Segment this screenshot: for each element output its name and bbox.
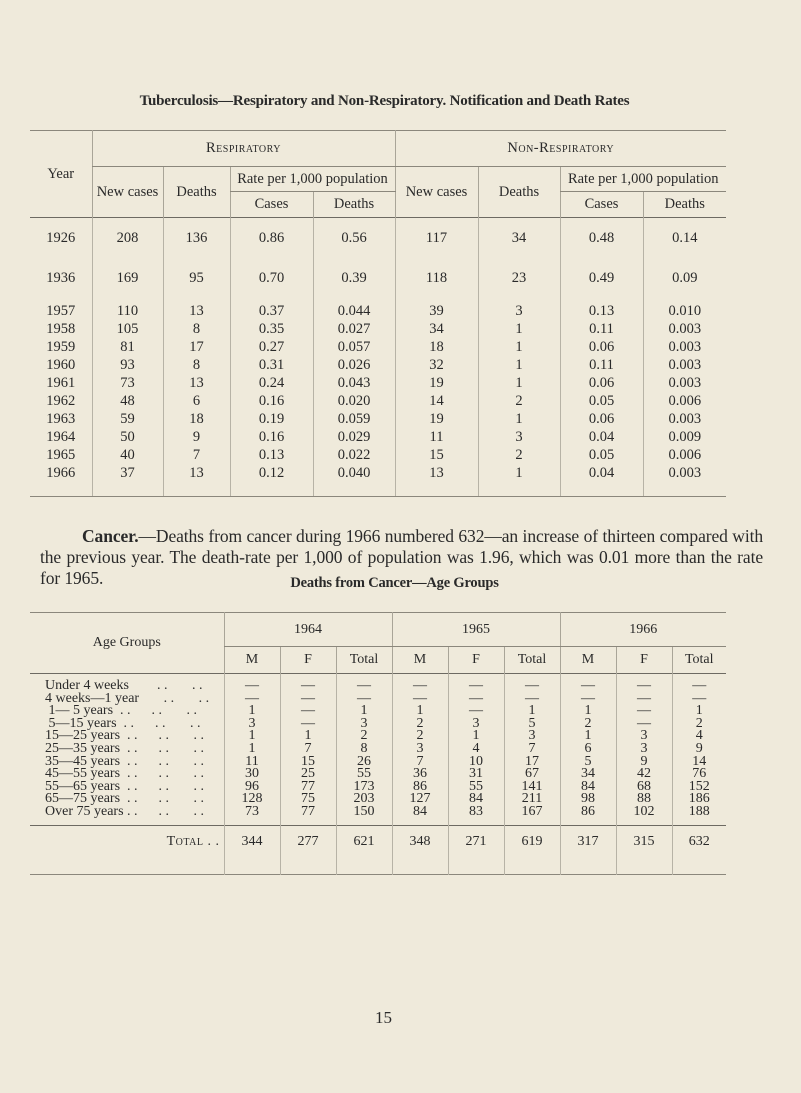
cell-value: 36 [392,768,448,781]
cell-value: 68 [616,781,672,794]
table-row [30,320,726,338]
cell-value: 127 [392,793,448,806]
cell-year: 1926 [46,230,76,246]
cell-nonresp-new: 13 [395,464,478,497]
cell-resp-new: 48 [92,392,163,410]
cell-value: 15 [280,756,336,769]
cell-resp-new: 208 [92,218,163,259]
table-row [30,806,726,825]
cell-nonresp-rate-cases: 0.04 [560,464,643,497]
cell-value: — [336,674,392,693]
subheader-m: M [560,647,616,674]
cell-nonresp-deaths: 1 [478,374,560,392]
cell-resp-rate-deaths: 0.027 [313,320,395,338]
cell-resp-rate-deaths: 0.044 [313,298,395,320]
cell-value: — [560,674,616,693]
header-year-1966: 1966 [560,613,726,647]
cell-value: 3 [448,718,504,731]
cell-value: — [672,674,726,693]
cell-resp-deaths: 8 [163,320,230,338]
cell-value: 150 [336,806,392,825]
cell-resp-rate-cases: 0.70 [230,258,313,298]
cell-year: 1961 [46,375,76,391]
cell-value: 75 [280,793,336,806]
tuberculosis-table-title: Tuberculosis—Respiratory and Non-Respiratory. Notification and Death Rates [139,93,630,109]
cell-nonresp-deaths: 1 [478,338,560,356]
cell-year: 1958 [46,321,76,337]
cell-value: 5 [504,718,560,731]
cell-nonresp-rate-deaths: 0.003 [643,374,726,392]
page-number: 15 [375,1008,392,1027]
cell-value: 86 [560,806,616,825]
cell-value: 98 [560,793,616,806]
cell-value: 3 [224,718,280,731]
cell-value: 3 [504,730,560,743]
cell-resp-new: 81 [92,338,163,356]
cancer-paragraph-lead: Cancer. [82,525,139,546]
cancer-table-title: Deaths from Cancer—Age Groups [290,575,499,591]
cell-nonresp-rate-cases: 0.49 [560,258,643,298]
cell-value: 6 [560,743,616,756]
cell-resp-rate-cases: 0.35 [230,320,313,338]
table-row [30,258,726,298]
age-group-label: 45—55 years . . . . . . [45,766,205,782]
cell-resp-deaths: 9 [163,428,230,446]
cell-value: 1 [224,705,280,718]
header-resp-rate-deaths: Deaths [313,192,395,218]
header-nonresp-rate-deaths: Deaths [643,192,726,218]
cell-resp-deaths: 13 [163,298,230,320]
cell-nonresp-rate-cases: 0.13 [560,298,643,320]
cell-resp-deaths: 136 [163,218,230,259]
cell-nonresp-rate-cases: 0.11 [560,356,643,374]
cell-nonresp-new: 19 [395,410,478,428]
cell-nonresp-new: 15 [395,446,478,464]
cell-value: 1 [224,743,280,756]
cell-nonresp-rate-deaths: 0.003 [643,338,726,356]
cell-value: — [448,693,504,706]
cell-nonresp-deaths: 1 [478,320,560,338]
header-resp-rate: Rate per 1,000 population [230,167,395,192]
cell-value: 25 [280,768,336,781]
subheader-m: M [224,647,280,674]
cell-nonresp-rate-cases: 0.04 [560,428,643,446]
cell-value: 186 [672,793,726,806]
cell-nonresp-new: 118 [395,258,478,298]
cell-value: 77 [280,806,336,825]
cell-nonresp-new: 11 [395,428,478,446]
cell-nonresp-rate-cases: 0.06 [560,374,643,392]
cell-value: 3 [336,718,392,731]
cell-nonresp-rate-deaths: 0.003 [643,320,726,338]
header-resp-rate-cases: Cases [230,192,313,218]
cell-nonresp-rate-deaths: 0.010 [643,298,726,320]
cell-value: 30 [224,768,280,781]
cell-value: 84 [448,793,504,806]
cell-value: 88 [616,793,672,806]
cell-value: 2 [672,718,726,731]
cell-value: 31 [448,768,504,781]
cell-value: 55 [336,768,392,781]
cell-value: — [224,674,280,693]
cell-nonresp-deaths: 1 [478,356,560,374]
cell-resp-new: 50 [92,428,163,446]
cell-nonresp-rate-deaths: 0.14 [643,218,726,259]
cell-value: 7 [504,743,560,756]
age-group-label: 55—65 years . . . . . . [45,778,205,794]
cell-year: 1959 [46,339,76,355]
cell-value: 2 [336,730,392,743]
header-nonresp-rate: Rate per 1,000 population [560,167,726,192]
cell-resp-rate-cases: 0.12 [230,464,313,497]
cell-value: 203 [336,793,392,806]
cell-value: — [504,674,560,693]
subheader-f: F [280,647,336,674]
cell-nonresp-rate-deaths: 0.003 [643,356,726,374]
cell-resp-deaths: 7 [163,446,230,464]
cell-resp-rate-deaths: 0.39 [313,258,395,298]
cell-value: — [560,693,616,706]
cell-value: 11 [224,756,280,769]
cell-value: — [448,674,504,693]
header-respiratory: Respiratory [92,131,395,167]
age-group-label: Over 75 years . . . . . . [45,803,205,819]
cell-resp-rate-cases: 0.27 [230,338,313,356]
cell-nonresp-rate-cases: 0.06 [560,338,643,356]
cell-value: 2 [560,718,616,731]
cell-value: 77 [280,781,336,794]
cell-value: 7 [392,756,448,769]
cell-value: 96 [224,781,280,794]
cell-nonresp-rate-cases: 0.11 [560,320,643,338]
cell-year: 1962 [46,393,76,409]
cell-nonresp-deaths: 2 [478,446,560,464]
cell-resp-rate-deaths: 0.059 [313,410,395,428]
cell-value: 1 [392,705,448,718]
subheader-total: Total [672,647,726,674]
total-value: 315 [616,825,672,874]
table-row [30,464,726,497]
cell-value: 1 [224,730,280,743]
cell-resp-deaths: 8 [163,356,230,374]
cell-value: — [616,705,672,718]
cell-value: 141 [504,781,560,794]
cell-year: 1964 [46,429,76,445]
cell-nonresp-new: 19 [395,374,478,392]
cell-value: 5 [560,756,616,769]
cell-value: — [280,705,336,718]
cell-nonresp-deaths: 1 [478,464,560,497]
cell-resp-rate-cases: 0.16 [230,428,313,446]
subheader-f: F [448,647,504,674]
cell-value: 1 [448,730,504,743]
cell-nonresp-deaths: 2 [478,392,560,410]
cell-value: — [672,693,726,706]
cell-resp-rate-deaths: 0.022 [313,446,395,464]
cell-resp-new: 40 [92,446,163,464]
cell-resp-rate-deaths: 0.043 [313,374,395,392]
cell-value: — [280,674,336,693]
cell-value: 73 [224,806,280,825]
cell-resp-rate-cases: 0.24 [230,374,313,392]
subheader-total: Total [336,647,392,674]
header-year-1964: 1964 [224,613,392,647]
cell-value: 4 [672,730,726,743]
cell-year: 1936 [46,270,76,286]
tuberculosis-table [30,130,726,497]
cell-value: 128 [224,793,280,806]
cell-resp-rate-cases: 0.16 [230,392,313,410]
cell-value: 1 [336,705,392,718]
cell-resp-new: 93 [92,356,163,374]
cell-resp-rate-deaths: 0.026 [313,356,395,374]
cell-value: 1 [560,730,616,743]
cell-nonresp-rate-deaths: 0.009 [643,428,726,446]
cell-value: — [504,693,560,706]
cell-value: 2 [392,730,448,743]
subheader-f: F [616,647,672,674]
cell-resp-new: 169 [92,258,163,298]
cell-value: 3 [616,743,672,756]
cancer-paragraph-body: —Deaths from cancer during 1966 numbered 632—an increase of thirteen compared with the previous year. The death-rate per 1,000 of population was 1.96, which was 0.01 more than the rate for 1965. [40,525,763,588]
cell-value: 26 [336,756,392,769]
cell-nonresp-deaths: 3 [478,428,560,446]
cancer-total-row [30,825,726,874]
cell-value: — [616,693,672,706]
header-resp-new-cases: New cases [92,167,163,218]
cancer-table-body [30,674,726,826]
table-row [30,392,726,410]
cell-nonresp-rate-cases: 0.05 [560,446,643,464]
cell-nonresp-rate-cases: 0.05 [560,392,643,410]
age-group-label: 5—15 years . . . . . . [45,715,201,731]
cell-value: 102 [616,806,672,825]
cell-nonresp-deaths: 34 [478,218,560,259]
cell-value: 7 [280,743,336,756]
cell-year: 1960 [46,357,76,373]
cell-value: — [392,693,448,706]
cell-value: 84 [392,806,448,825]
cell-nonresp-new: 117 [395,218,478,259]
cell-value: 4 [448,743,504,756]
cell-year: 1957 [46,303,76,319]
cell-value: 9 [672,743,726,756]
subheader-total: Total [504,647,560,674]
cell-resp-rate-cases: 0.86 [230,218,313,259]
cell-nonresp-deaths: 1 [478,410,560,428]
tuberculosis-table-body [30,218,726,497]
cell-value: 152 [672,781,726,794]
cell-value: 8 [336,743,392,756]
total-value: 621 [336,825,392,874]
cell-value: 76 [672,768,726,781]
cell-resp-rate-deaths: 0.057 [313,338,395,356]
cell-value: 86 [392,781,448,794]
cell-value: — [616,718,672,731]
cell-value: 9 [616,756,672,769]
cell-value: 1 [560,705,616,718]
cell-resp-new: 105 [92,320,163,338]
cell-resp-deaths: 17 [163,338,230,356]
cell-value: 34 [560,768,616,781]
cell-value: 211 [504,793,560,806]
cell-nonresp-deaths: 3 [478,298,560,320]
cell-value: — [280,718,336,731]
cell-resp-rate-cases: 0.37 [230,298,313,320]
cell-resp-rate-cases: 0.19 [230,410,313,428]
cell-value: 3 [392,743,448,756]
table-row [30,218,726,259]
cell-nonresp-new: 32 [395,356,478,374]
cell-value: — [448,705,504,718]
header-resp-deaths: Deaths [163,167,230,218]
age-group-label: 25—35 years . . . . . . [45,740,205,756]
cell-value: 188 [672,806,726,825]
total-label: Total . . [166,833,220,849]
total-value: 348 [392,825,448,874]
cell-year: 1965 [46,447,76,463]
table-row [30,374,726,392]
cell-resp-rate-deaths: 0.029 [313,428,395,446]
age-group-label: 35—45 years . . . . . . [45,753,205,769]
cell-value: — [616,674,672,693]
cell-value: 1 [280,730,336,743]
cell-nonresp-new: 18 [395,338,478,356]
header-nonresp-deaths: Deaths [478,167,560,218]
cell-resp-rate-cases: 0.13 [230,446,313,464]
total-value: 271 [448,825,504,874]
cell-resp-rate-deaths: 0.56 [313,218,395,259]
cell-value: 167 [504,806,560,825]
cell-value: — [224,693,280,706]
table-row [30,428,726,446]
cell-nonresp-new: 14 [395,392,478,410]
total-value: 619 [504,825,560,874]
table-row [30,446,726,464]
cell-resp-new: 59 [92,410,163,428]
table-row [30,298,726,320]
cell-value: 14 [672,756,726,769]
cell-resp-rate-cases: 0.31 [230,356,313,374]
cell-value: 1 [672,705,726,718]
cell-nonresp-rate-deaths: 0.003 [643,464,726,497]
total-value: 277 [280,825,336,874]
cell-nonresp-new: 34 [395,320,478,338]
total-value: 632 [672,825,726,874]
cell-nonresp-new: 39 [395,298,478,320]
cell-value: 10 [448,756,504,769]
cell-value: — [392,674,448,693]
subheader-m: M [392,647,448,674]
cell-value: 1 [504,705,560,718]
age-group-label: 4 weeks—1 year . . . . [45,690,210,706]
cell-value: 2 [392,718,448,731]
cell-nonresp-deaths: 23 [478,258,560,298]
cell-year: 1963 [46,411,76,427]
cell-nonresp-rate-cases: 0.06 [560,410,643,428]
cell-resp-rate-deaths: 0.020 [313,392,395,410]
table-row [30,338,726,356]
cell-resp-deaths: 13 [163,464,230,497]
cell-value: 55 [448,781,504,794]
cell-resp-new: 73 [92,374,163,392]
table-row [30,674,726,693]
cell-value: 173 [336,781,392,794]
cell-resp-rate-deaths: 0.040 [313,464,395,497]
cell-nonresp-rate-deaths: 0.003 [643,410,726,428]
header-nonresp-rate-cases: Cases [560,192,643,218]
header-year-1965: 1965 [392,613,560,647]
cell-value: 17 [504,756,560,769]
age-group-label: 15—25 years . . . . . . [45,728,205,744]
cell-nonresp-rate-deaths: 0.006 [643,446,726,464]
age-group-label: 1— 5 years . . . . . . [45,703,198,719]
cell-value: 3 [616,730,672,743]
cell-resp-deaths: 95 [163,258,230,298]
header-non-respiratory: Non-Respiratory [395,131,726,167]
cell-resp-deaths: 6 [163,392,230,410]
header-nonresp-new-cases: New cases [395,167,478,218]
total-value: 317 [560,825,616,874]
header-year: Year [47,165,75,182]
cell-nonresp-rate-deaths: 0.006 [643,392,726,410]
total-value: 344 [224,825,280,874]
cell-value: — [336,693,392,706]
cell-value: 83 [448,806,504,825]
cell-value: 42 [616,768,672,781]
cell-value: — [280,693,336,706]
cell-year: 1966 [30,464,92,497]
age-group-label: 65—75 years . . . . . . [45,791,205,807]
table-row [30,410,726,428]
cell-value: 67 [504,768,560,781]
cell-value: 84 [560,781,616,794]
cell-nonresp-rate-cases: 0.48 [560,218,643,259]
table-row [30,356,726,374]
cell-resp-deaths: 18 [163,410,230,428]
cell-nonresp-rate-deaths: 0.09 [643,258,726,298]
age-group-label: Under 4 weeks . . . . [45,678,203,693]
header-age-groups: Age Groups [92,635,161,650]
cell-resp-new: 37 [92,464,163,497]
cancer-age-table [30,612,726,875]
cell-resp-deaths: 13 [163,374,230,392]
cell-resp-new: 110 [92,298,163,320]
